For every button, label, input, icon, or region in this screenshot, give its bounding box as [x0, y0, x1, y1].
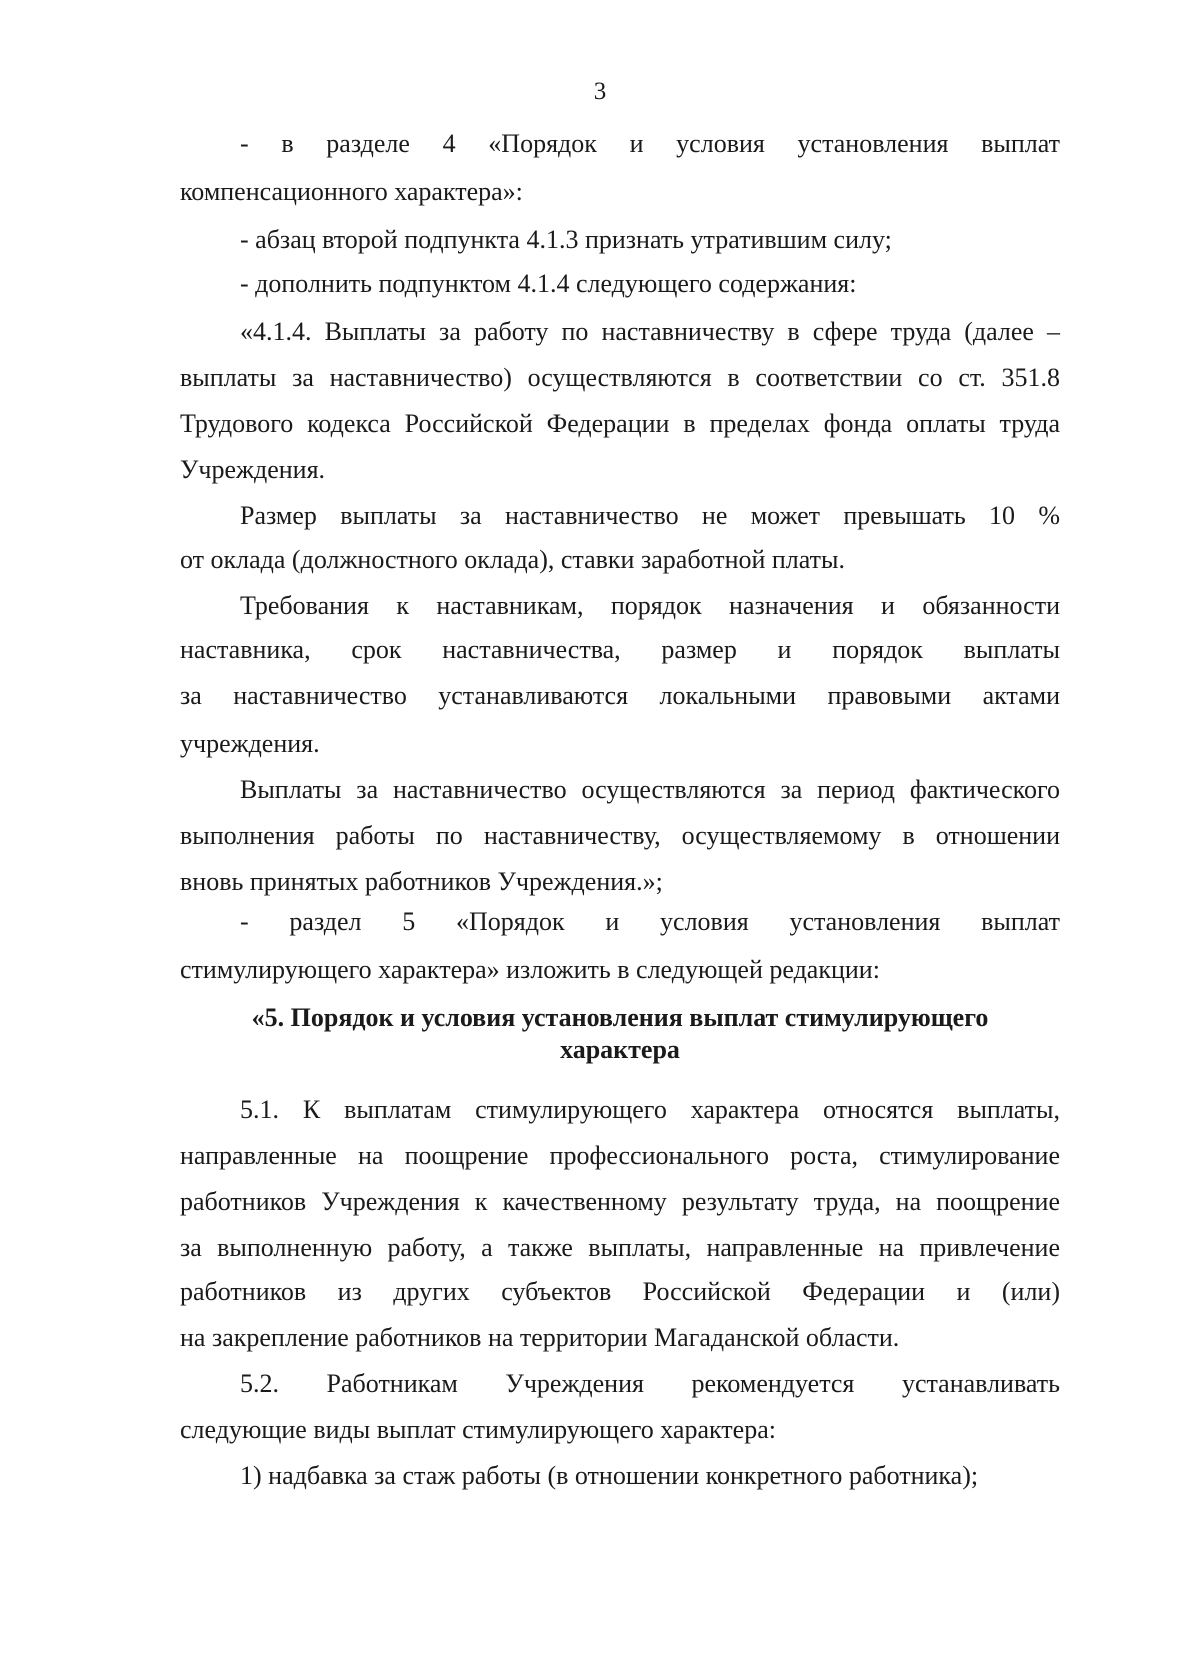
text-line: направленные на поощрение профессионального роста, стимулирование	[180, 1141, 1060, 1170]
text-line: вновь принятых работников Учреждения.»;	[180, 867, 663, 896]
text-line: Размер выплаты за наставничество не может превышать 10 %	[240, 501, 1060, 530]
text-line: - раздел 5 «Порядок и условия установления выплат	[240, 907, 1060, 936]
text-line: выплаты за наставничество) осуществляются в соответствии со ст. 351.8	[180, 363, 1060, 392]
page-number: 3	[593, 78, 607, 105]
text-line: от оклада (должностного оклада), ставки заработной платы.	[180, 545, 845, 574]
text-line: - дополнить подпунктом 4.1.4 следующего содержания:	[240, 269, 857, 298]
text-line: за выполненную работу, а также выплаты, направленные на привлечение	[180, 1233, 1060, 1262]
section-heading: «5. Порядок и условия установления выплат стимулирующего	[251, 1003, 989, 1032]
text-line: Трудового кодекса Российской Федерации в пределах фонда оплаты труда	[180, 409, 1060, 438]
text-line: на закрепление работников на территории Магаданской области.	[180, 1323, 900, 1352]
text-line: - абзац второй подпункта 4.1.3 признать утратившим силу;	[240, 225, 892, 254]
text-line: Требования к наставникам, порядок назначения и обязанности	[240, 591, 1060, 620]
text-line: наставника, срок наставничества, размер и порядок выплаты	[180, 635, 1060, 664]
text-line: - в разделе 4 «Порядок и условия установления выплат	[240, 129, 1060, 158]
text-line: «4.1.4. Выплаты за работу по наставничеству в сфере труда (далее –	[240, 317, 1060, 346]
text-line: Учреждения.	[180, 455, 326, 484]
text-line: 1) надбавка за стаж работы (в отношении конкретного работника);	[240, 1461, 979, 1490]
text-line: следующие виды выплат стимулирующего характера:	[180, 1415, 776, 1444]
text-line: 5.2. Работникам Учреждения рекомендуется устанавливать	[240, 1369, 1060, 1398]
text-line: за наставничество устанавливаются локальными правовыми актами	[180, 681, 1060, 710]
section-heading: характера	[560, 1035, 680, 1064]
text-line: стимулирующего характера» изложить в следующей редакции:	[180, 955, 880, 984]
text-line: Выплаты за наставничество осуществляются за период фактического	[240, 775, 1060, 804]
text-line: работников Учреждения к качественному результату труда, на поощрение	[180, 1187, 1060, 1216]
text-line: 5.1. К выплатам стимулирующего характера относятся выплаты,	[240, 1095, 1060, 1124]
text-line: работников из других субъектов Российской Федерации и (или)	[180, 1277, 1060, 1306]
text-line: выполнения работы по наставничеству, осуществляемому в отношении	[180, 821, 1060, 850]
text-line: учреждения.	[180, 729, 320, 758]
text-line: компенсационного характера»:	[180, 177, 523, 206]
